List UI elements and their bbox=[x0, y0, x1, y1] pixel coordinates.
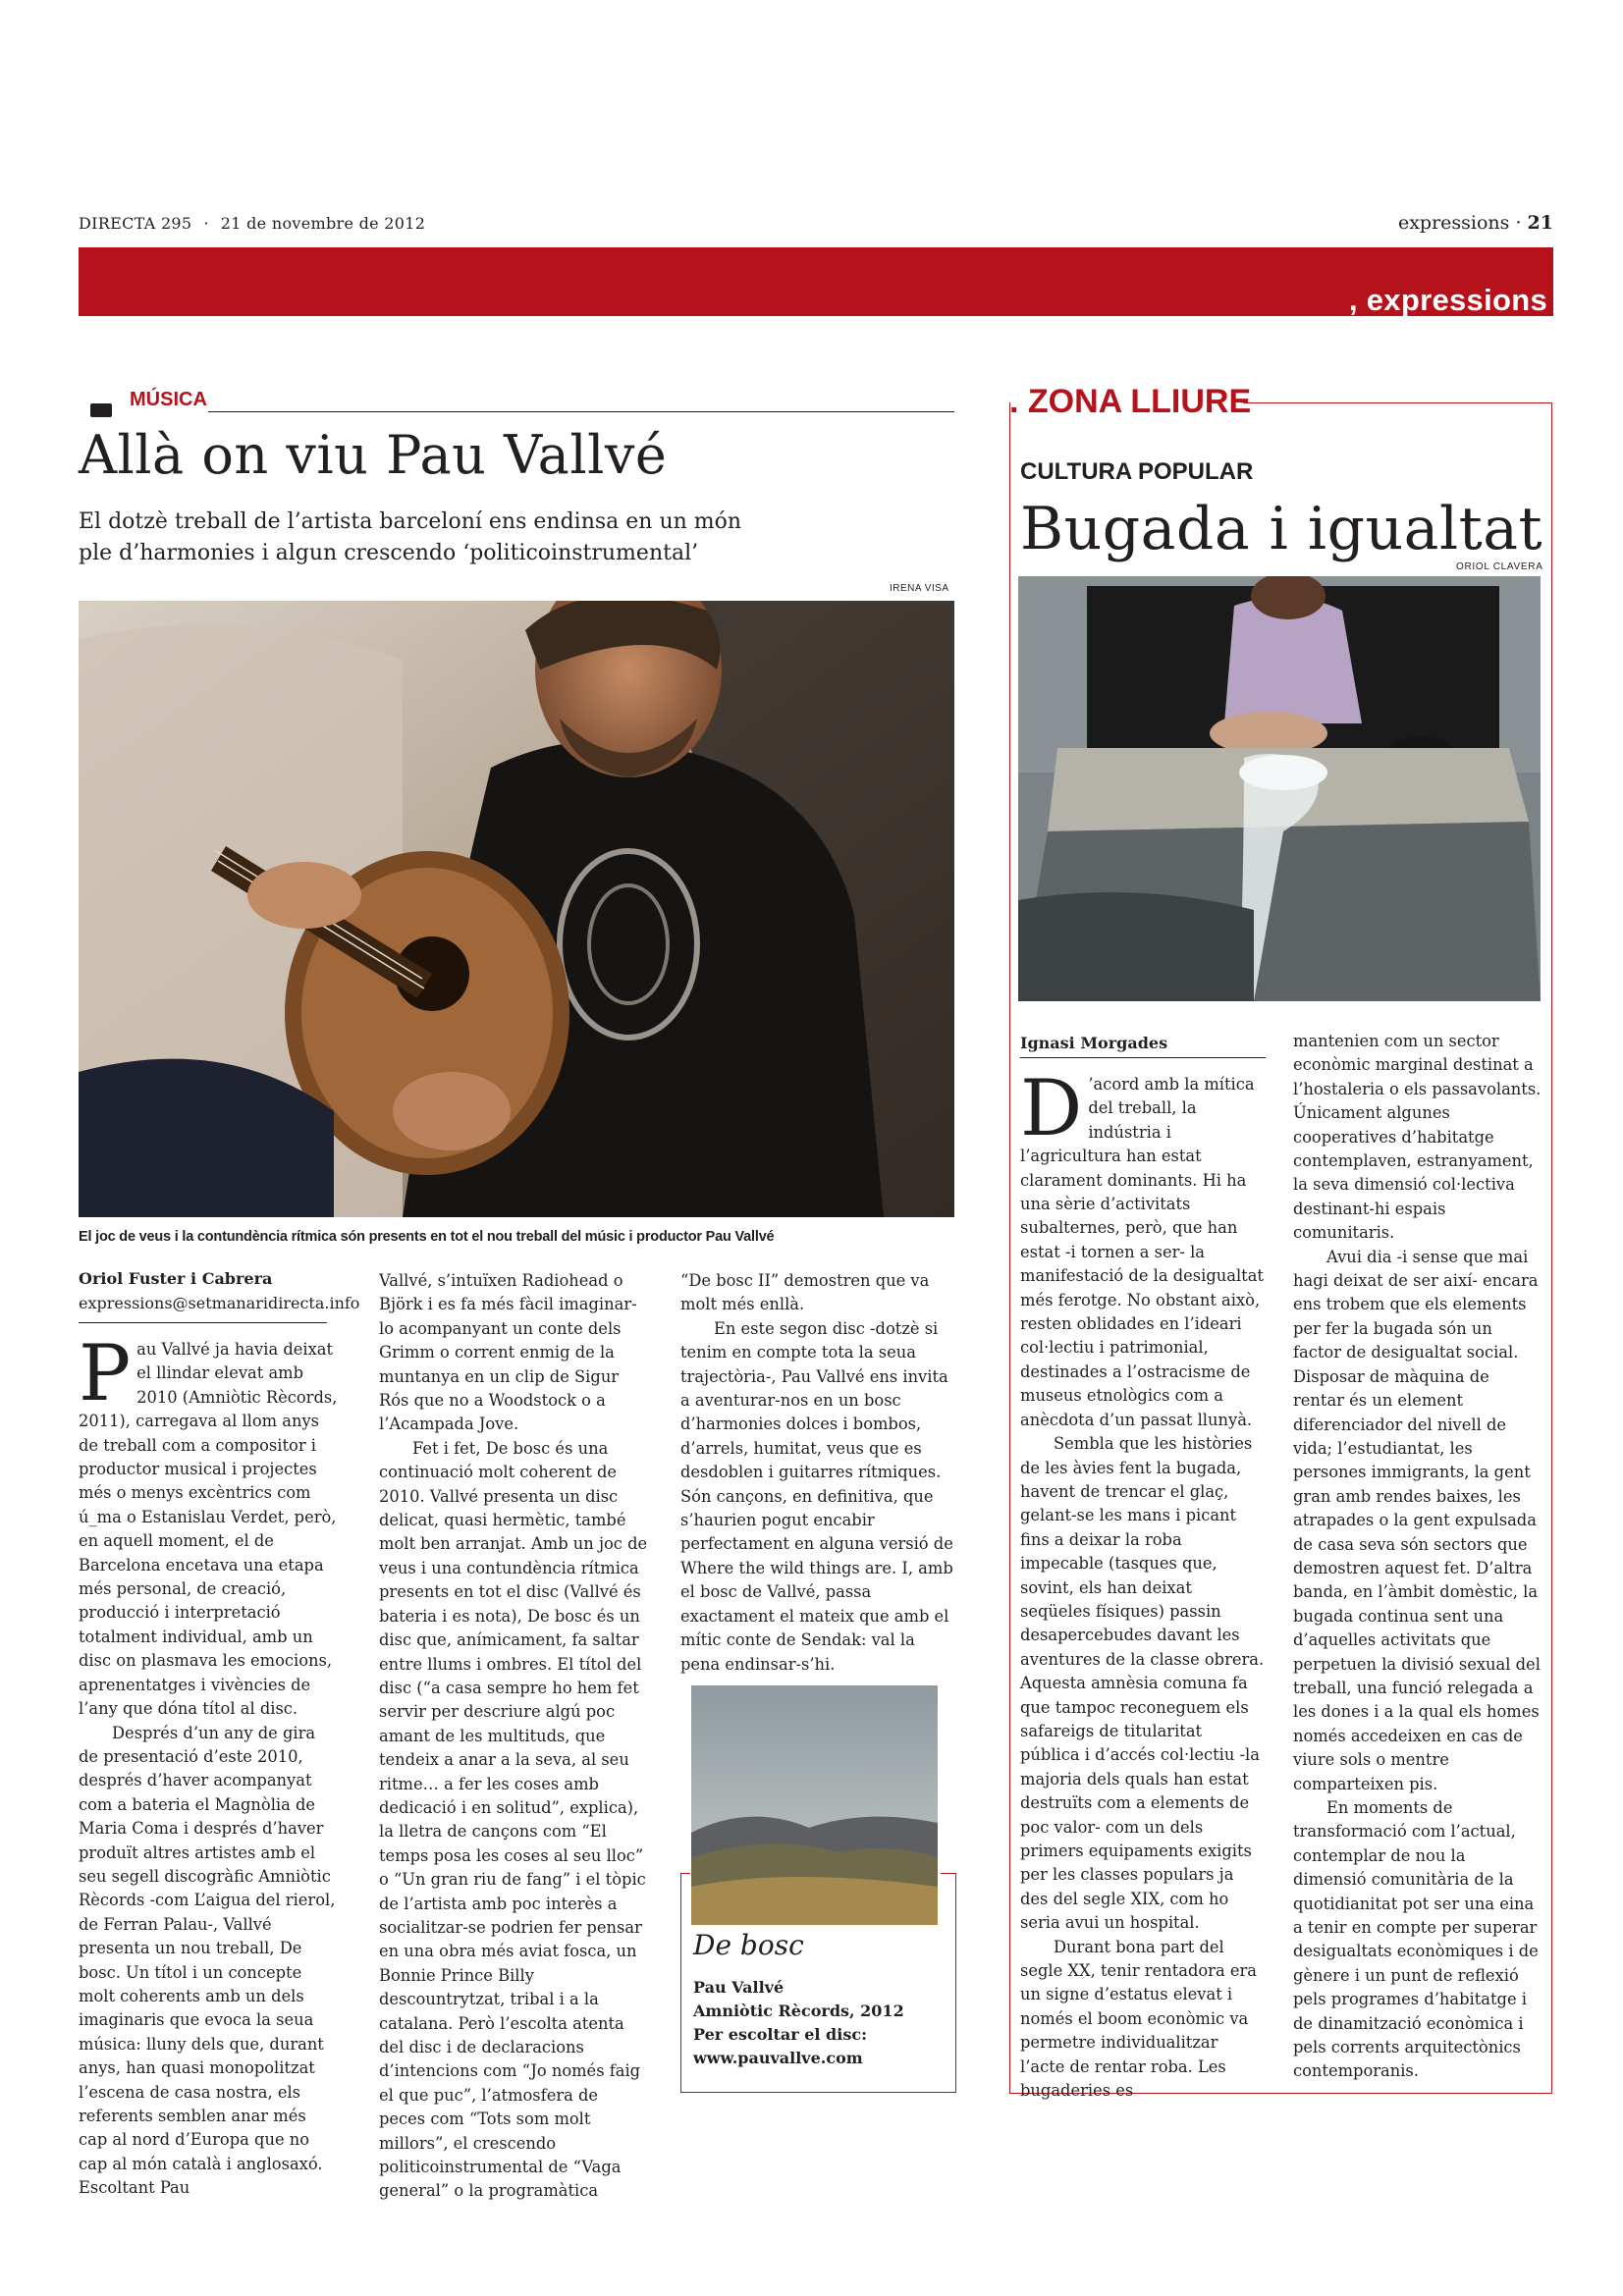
paragraph: Sembla que les històries de les àvies fent la bugada, havent de trencar el glaç, gelant-se les mans i picant fins a deixar la roba impecable (tasques que, sovint, els han deixat seqüeles físiques) passin desapercebudes davant les aventures de la classe obrera. Aquesta amnèsia comuna fa que tampoc reconeguem els safareigs de titularitat pública i d’accés col·lectiu -la majoria dels quals han estat destruïts com a elements de poc valor- com un dels primers equipaments exigits per les classes populars ja des del segle XIX, com ho seria avui un hospital. bbox=[1020, 1434, 1265, 1933]
musician-photo bbox=[79, 601, 954, 1217]
album-artist: Pau Vallvé bbox=[693, 1978, 784, 1997]
byline-rule bbox=[79, 1322, 327, 1323]
album-url[interactable]: www.pauvallve.com bbox=[693, 2049, 863, 2067]
photo-credit: IRENA VISA bbox=[890, 583, 949, 594]
album-label: Amniòtic Rècords, 2012 bbox=[693, 2002, 904, 2020]
paragraph: Durant bona part del segle XX, tenir rentadora era un signe d’estatus elevat i només el boom econòmic va permetre individualitzar l’acte de rentar roba. Les bugaderies es bbox=[1020, 1937, 1257, 2101]
standfirst-line: El dotzè treball de l’artista barceloní ens endinsa en un món bbox=[79, 509, 742, 534]
drop-cap: D bbox=[1020, 1063, 1083, 1153]
section-rule bbox=[208, 411, 954, 412]
standfirst-line: ple d’harmonies i algun crescendo ‘politicoinstrumental’ bbox=[79, 541, 699, 565]
page-header-right bbox=[1398, 212, 1553, 234]
author-byline: Oriol Fuster i Cabrera bbox=[79, 1269, 273, 1288]
zona-lliure-top-rule bbox=[1243, 402, 1551, 403]
zona-lliure-label: . ZONA LLIURE bbox=[1009, 383, 1252, 420]
paragraph: Fet i fet, De bosc és una continuació molt coherent de 2010. Vallvé presenta un disc delicat, quasi hermètic, també molt ben arranjat. Amb un joc de veus i una contundència rítmica presents en tot el disc (Vallvé és bateria i es nota), De bosc és un disc que, anímicament, fa saltar entre llums i ombres. El títol del disc (“a casa sempre ho hem fet servir per descriure algú poc amant de les multituds, que tendeix a anar a la seva, al seu ritme… a fer les coses amb dedicació i en solitud”, explica), la lletra de cançons com “El temps posa les coses al seu lloc” o “Un gran riu de fang” i el tòpic de l’artista amb poc interès a socialitzar-se podrien fer pensar en una obra més aviat fosca, un Bonnie Prince Billy descountrytzat, tribal i a la catalana. Però l’escolta atenta del disc i de declaracions d’intencions com “Jo només faig el que puc”, l’atmosfera de peces com “Tots som molt millors”, el crescendo politicoinstrumental de “Vaga general” o la programàtica bbox=[379, 1438, 648, 2201]
paragraph: D ’acord amb la mítica del treball, la indústria i l’agricultura han estat clarament dominants. Hi ha una sèrie d’activitats subalternes, però, que han estat -i tornen a ser- la manifestació de la desigualtat més ferotge. No obstant això, resten oblidades en l’ideari col·lectiu i patrimonial, destinades a l’ostracisme de museus etnològics com a anècdota d’un passat llunyà. bbox=[1020, 1063, 1264, 1429]
album-details bbox=[693, 1976, 904, 2070]
paragraph: En moments de transformació com l’actual, contemplar de nou la dimensió comunitària de la quotidianitat pot ser una eina a tenir en compte per superar desigualtats econòmiques i de gènere i un punt de reflexió pels programes d’habitatge i de dinamització econòmica i pels corrents arquitectònics contemporanis. bbox=[1293, 1798, 1539, 2081]
article-column-1 bbox=[79, 1328, 340, 2201]
zona-column-1 bbox=[1020, 1063, 1266, 2103]
author-email: expressions@setmanaridirecta.info bbox=[79, 1294, 360, 1312]
section-label-music: MÚSICA bbox=[130, 389, 207, 410]
paragraph: En este segon disc -dotzè si tenim en compte tota la seua trajectòria-, Pau Vallvé ens invita a aventurar-nos en un bosc d’harmonies dolces i bombos, d’arrels, humitat, veus que es desdoblen i guitarres rítmiques. Són cançons, en definitiva, que s’haurien pogut encabir perfectament en alguna versió de Where the wild things are. I, amb el bosc de Vallvé, passa exactament el mateix que amb el mític conte de Sendak: val la pena endinsar-s’hi. bbox=[680, 1318, 953, 1674]
photo-caption: El joc de veus i la contundència rítmica són presents en tot el nou treball del músic i productor Pau Vallvé bbox=[79, 1229, 775, 1245]
paragraph: Avui dia -i sense que mai hagi deixat de ser així- encara ens trobem que els elements per fer la bugada són un factor de desigualtat social. Disposar de màquina de rentar és un element diferenciador del nivell de vida; l’estudiantat, les persones immigrants, la gent gran amb rendes baixes, les atrapades o la gent expulsada de casa seva són sectors que demostren aquest fet. D’altra banda, en l’àmbit domèstic, la bugada continua sent una d’aquelles activitats que perpetuen la divisió sexual del treball, una funció relegada a les dones i a la qual els homes només accedeixen en cas de viure sols o mentre comparteixen pis. bbox=[1293, 1247, 1541, 1793]
header-separator: · bbox=[203, 214, 209, 233]
section-name: expressions bbox=[1397, 212, 1510, 234]
frame-top-right bbox=[941, 1873, 956, 1874]
page-number: 21 bbox=[1527, 212, 1553, 234]
zona-author-byline: Ignasi Morgades bbox=[1020, 1034, 1168, 1052]
paragraph: “De bosc II” demostren que va molt més enllà. bbox=[680, 1271, 930, 1314]
music-section-icon bbox=[90, 403, 112, 417]
section-banner bbox=[79, 247, 1553, 316]
article-column-3 bbox=[680, 1269, 957, 1677]
listen-label: Per escoltar el disc: bbox=[693, 2025, 867, 2044]
washing-photo bbox=[1018, 576, 1541, 1001]
paragraph: Pau Vallvé ja havia deixat el llindar elevat amb 2010 (Amniòtic Rècords, 2011), carregava al llom anys de treball com a compositor i productor musical i projectes més o menys excèntrics com ú_ma o Estanislau Verdet, però, en aquell moment, el de Barcelona encetava una etapa més personal, de creació, producció i interpretació totalment individual, amb un disc on plasmava les emocions, aprenentatges i vivències de l’any que dóna títol al disc. bbox=[79, 1328, 338, 1719]
zona-article-title: Bugada i igualtat bbox=[1020, 495, 1543, 563]
paragraph: mantenien com un sector econòmic marginal destinat a l’hostaleria o els passavolants. Únicament algunes cooperatives d’habitatge contemplaven, estranyament, la seva dimensió col·lectiva destinant-hi espais comunitaris. bbox=[1293, 1032, 1542, 1243]
kicker-cultura-popular: CULTURA POPULAR bbox=[1020, 458, 1254, 485]
album-cover-image bbox=[691, 1685, 938, 1925]
publication-name: DIRECTA 295 bbox=[79, 214, 192, 233]
article-title: Allà on viu Pau Vallvé bbox=[79, 424, 668, 486]
album-title: De bosc bbox=[693, 1929, 804, 1961]
photo-credit-right: ORIOL CLAVERA bbox=[1456, 561, 1543, 572]
banner-label: , expressions bbox=[1348, 283, 1547, 317]
article-column-2 bbox=[379, 1269, 648, 2204]
paragraph: Després d’un any de gira de presentació d’este 2010, després d’haver acompanyat com a bateria el Magnòlia de Maria Coma i després d’haver produït altres artistes amb el seu segell discogràfic Amniòtic Rècords -com L’aigua del rierol, de Ferran Palau-, Vallvé presenta un nou treball, De bosc. Un títol i un concepte molt coherents amb un dels imaginaris que evoca la seua música: lluny dels que, durant anys, han quasi monopolitzat l’escena de casa nostra, els referents semblen anar més cap al nord d’Europa que no cap al món català i anglosaxó. Escoltant Pau bbox=[79, 1723, 336, 2198]
paragraph: Vallvé, s’intuïxen Radiohead o Björk i es fa més fàcil imaginar-lo acompanyant un conte dels Grimm o corrent enmig de la muntanya en un clip de Sigur Rós que no a Woodstock o a l’Acampada Jove. bbox=[379, 1271, 637, 1434]
publication-date: 21 de novembre de 2012 bbox=[220, 214, 426, 233]
article-standfirst bbox=[79, 507, 825, 569]
zona-column-2 bbox=[1293, 1030, 1543, 2084]
drop-cap: P bbox=[79, 1328, 132, 1418]
zona-byline-rule bbox=[1020, 1057, 1266, 1058]
header-separator-right: · bbox=[1509, 212, 1528, 234]
page-header-left bbox=[79, 214, 425, 233]
frame-top-left bbox=[680, 1873, 690, 1874]
